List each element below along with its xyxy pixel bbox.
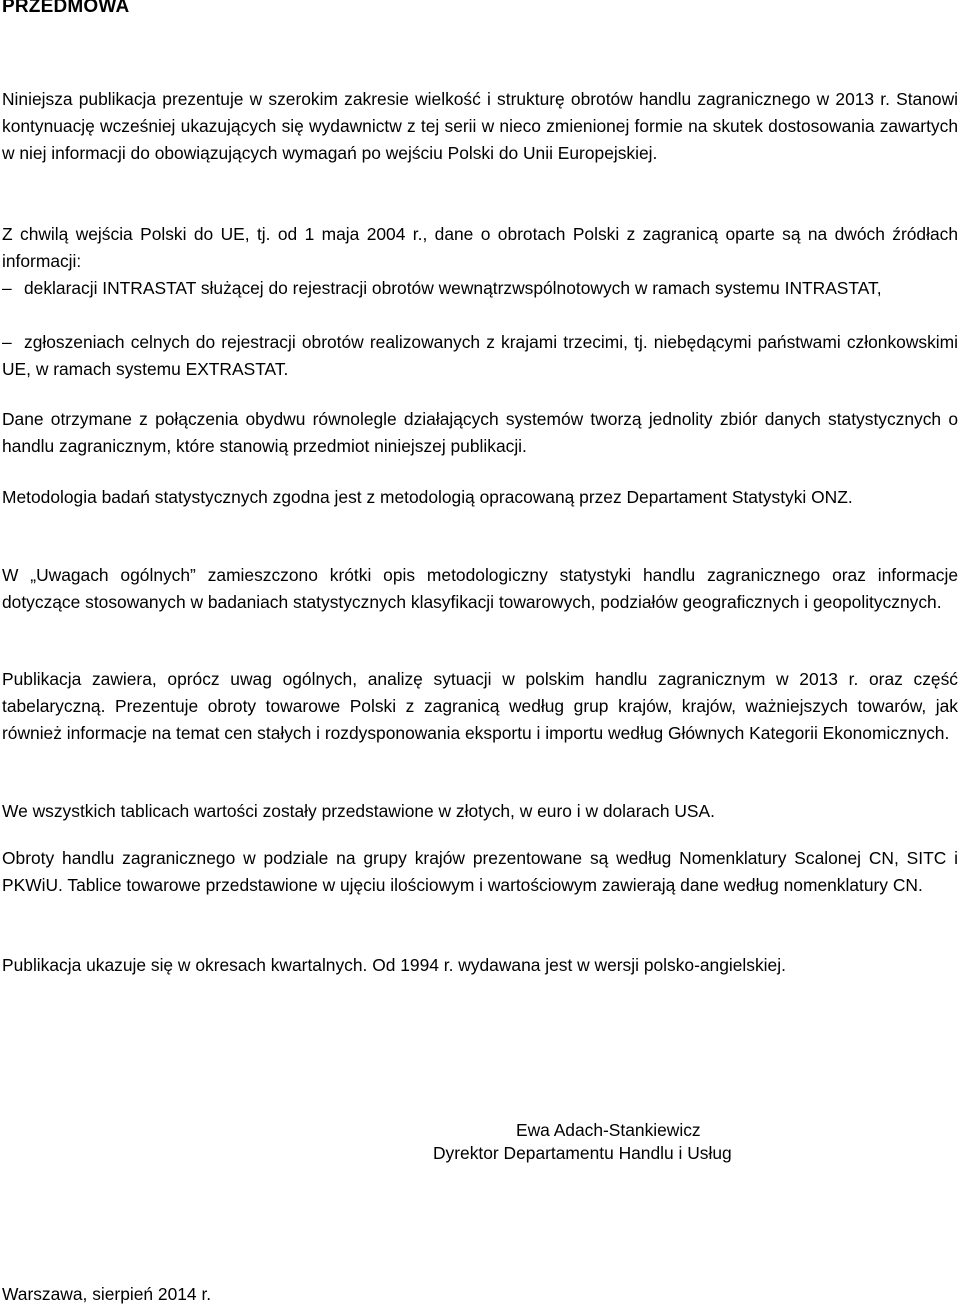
paragraph-sources-intro: Z chwilą wejścia Polski do UE, tj. od 1 maja 2004 r., dane o obrotach Polski z zagranicą oparte są na dwóch źródłach informacji: [2,224,958,271]
paragraph-contents: Publikacja zawiera, oprócz uwag ogólnych, analizę sytuacji w polskim handlu zagranicznym w 2013 r. oraz część tabelaryczną. Prezentuje obroty towarowe Polski z zagranicą według grup krajów, krajów, ważniejszych towarów, jak również informacje na temat cen stałych i rozdysponowania eksportu i importu według Głównych Kategorii Ekonomicznych. [2,669,958,743]
list-item-extrastat [2,329,958,383]
dash-bullet: – [2,278,12,298]
paragraph-currencies: We wszystkich tablicach wartości zostały przedstawione w złotych, w euro i w dolarach USA. [2,801,715,821]
list-item-intrastat [2,275,958,302]
signature-title: Dyrektor Departamentu Handlu i Usług [433,1143,732,1163]
list-item-text: deklaracji INTRASTAT służącej do rejestracji obrotów wewnątrzwspólnotowych w ramach systemu INTRASTAT, [24,278,882,298]
signature-name: Ewa Adach-Stankiewicz [516,1120,701,1140]
paragraph-frequency: Publikacja ukazuje się w okresach kwartalnych. Od 1994 r. wydawana jest w wersji polsko-angielskiej. [2,955,786,975]
page-title: PRZEDMOWA [2,0,130,17]
paragraph-nomenclature: Obroty handlu zagranicznego w podziale na grupy krajów prezentowane są według Nomenklatury Scalonej CN, SITC i PKWiU. Tablice towarowe przedstawione w ujęciu ilościowym i wartościowym zawierają dane według nomenklatury CN. [2,848,958,895]
paragraph-methodology: Metodologia badań statystycznych zgodna jest z metodologią opracowaną przez Departament Statystyki ONZ. [2,487,853,507]
dash-bullet: – [2,332,12,352]
paragraph-data-combination: Dane otrzymane z połączenia obydwu równolegle działających systemów tworzą jednolity zbiór danych statystycznych o handlu zagranicznym, które stanowią przedmiot niniejszej publikacji. [2,409,958,456]
place-date: Warszawa, sierpień 2014 r. [2,1284,212,1304]
list-item-text: zgłoszeniach celnych do rejestracji obrotów realizowanych z krajami trzecimi, tj. niebędącymi państwami członkowskimi UE, w ramach systemu EXTRASTAT. [2,332,958,379]
paragraph-intro: Niniejsza publikacja prezentuje w szerokim zakresie wielkość i strukturę obrotów handlu zagranicznego w 2013 r. Stanowi kontynuację wcześniej ukazujących się wydawnictw z tej serii w nieco zmienionej formie na skutek dostosowania zawartych w niej informacji do obowiązujących wymagań po wejściu Polski do Unii Europejskiej. [2,89,958,163]
paragraph-general-notes: W „Uwagach ogólnych” zamieszczono krótki opis metodologiczny statystyki handlu zagranicznego oraz informacje dotyczące stosowanych w badaniach statystycznych klasyfikacji towarowych, podziałów geograficznych i geopolitycznych. [2,565,958,612]
